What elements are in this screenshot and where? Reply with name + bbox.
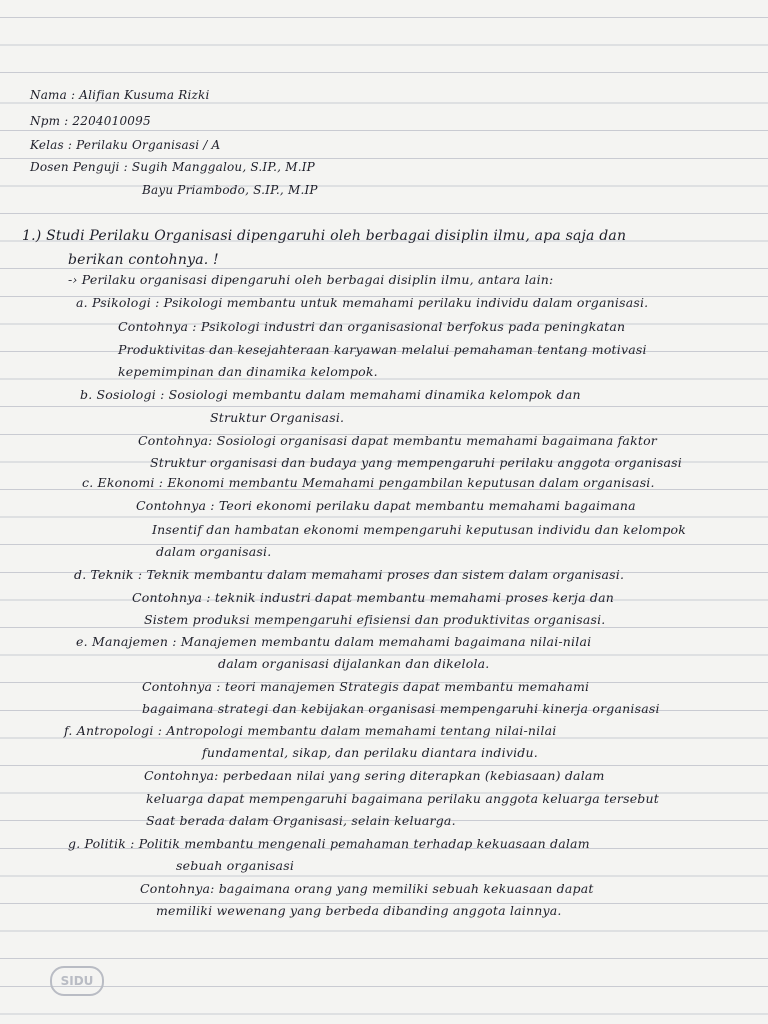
answer-a-1: a. Psikologi : Psikologi membantu untuk memahami perilaku individu dalam organisasi. <box>76 295 649 310</box>
header-lecturer-1: Dosen Penguji : Sugih Manggalou, S.IP., M.IP <box>30 160 315 174</box>
answer-f-2: fundamental, sikap, dan perilaku diantara individu. <box>202 745 538 760</box>
answer-b-2: Struktur Organisasi. <box>210 410 345 425</box>
answer-d-2: Contohnya : teknik industri dapat membantu memahami proses kerja dan <box>132 590 615 605</box>
notebook-brand-logo: SIDU <box>50 966 104 996</box>
answer-g-2: sebuah organisasi <box>176 858 295 873</box>
answer-c-2: Contohnya : Teori ekonomi perilaku dapat membantu memahami bagaimana <box>136 498 636 513</box>
answer-f-3: Contohnya: perbedaan nilai yang sering diterapkan (kebiasaan) dalam <box>144 768 605 783</box>
answer-e-3: Contohnya : teori manajemen Strategis dapat membantu memahami <box>142 679 590 694</box>
answer-c-3: Insentif dan hambatan ekonomi mempengaruhi keputusan individu dan kelompok <box>152 522 687 537</box>
header-name: Nama : Alifian Kusuma Rizki <box>30 88 210 102</box>
answer-g-1: g. Politik : Politik membantu mengenali pemahaman terhadap kekuasaan dalam <box>68 836 590 851</box>
answer-f-4: keluarga dapat mempengaruhi bagaimana perilaku anggota keluarga tersebut <box>146 791 659 806</box>
header-lecturer-2: Bayu Priambodo, S.IP., M.IP <box>142 183 318 197</box>
answer-e-4: bagaimana strategi dan kebijakan organisasi mempengaruhi kinerja organisasi <box>142 701 660 716</box>
answer-g-4: memiliki wewenang yang berbeda dibanding anggota lainnya. <box>156 903 562 918</box>
answer-a-3: Produktivitas dan kesejahteraan karyawan melalui pemahaman tentang motivasi <box>118 342 647 357</box>
answer-a-4: kepemimpinan dan dinamika kelompok. <box>118 364 378 379</box>
header-npm: Npm : 2204010095 <box>30 114 151 128</box>
answer-a-2: Contohnya : Psikologi industri dan organisasional berfokus pada peningkatan <box>118 319 626 334</box>
answer-d-1: d. Teknik : Teknik membantu dalam memahami proses dan sistem dalam organisasi. <box>74 567 625 582</box>
answer-c-1: c. Ekonomi : Ekonomi membantu Memahami pengambilan keputusan dalam organisasi. <box>82 475 655 490</box>
answer-g-3: Contohnya: bagaimana orang yang memiliki sebuah kekuasaan dapat <box>140 881 594 896</box>
question-line-2: berikan contohnya. ! <box>68 252 219 268</box>
question-line-1: 1.) Studi Perilaku Organisasi dipengaruhi oleh berbagai disiplin ilmu, apa saja dan <box>22 228 627 244</box>
answer-b-4: Struktur organisasi dan budaya yang mempengaruhi perilaku anggota organisasi <box>150 455 682 470</box>
answer-b-1: b. Sosiologi : Sosiologi membantu dalam memahami dinamika kelompok dan <box>80 387 581 402</box>
answer-e-2: dalam organisasi dijalankan dan dikelola. <box>218 656 490 671</box>
header-class: Kelas : Perilaku Organisasi / A <box>30 138 221 152</box>
answer-e-1: e. Manajemen : Manajemen membantu dalam memahami bagaimana nilai-nilai <box>76 634 592 649</box>
answer-f-5: Saat berada dalam Organisasi, selain keluarga. <box>146 813 456 828</box>
answer-b-3: Contohnya: Sosiologi organisasi dapat membantu memahami bagaimana faktor <box>138 433 657 448</box>
answer-d-3: Sistem produksi mempengaruhi efisiensi dan produktivitas organisasi. <box>144 612 606 627</box>
answer-intro: -› Perilaku organisasi dipengaruhi oleh berbagai disiplin ilmu, antara lain: <box>68 272 554 287</box>
answer-c-4: dalam organisasi. <box>156 544 272 559</box>
answer-f-1: f. Antropologi : Antropologi membantu dalam memahami tentang nilai-nilai <box>64 723 557 738</box>
